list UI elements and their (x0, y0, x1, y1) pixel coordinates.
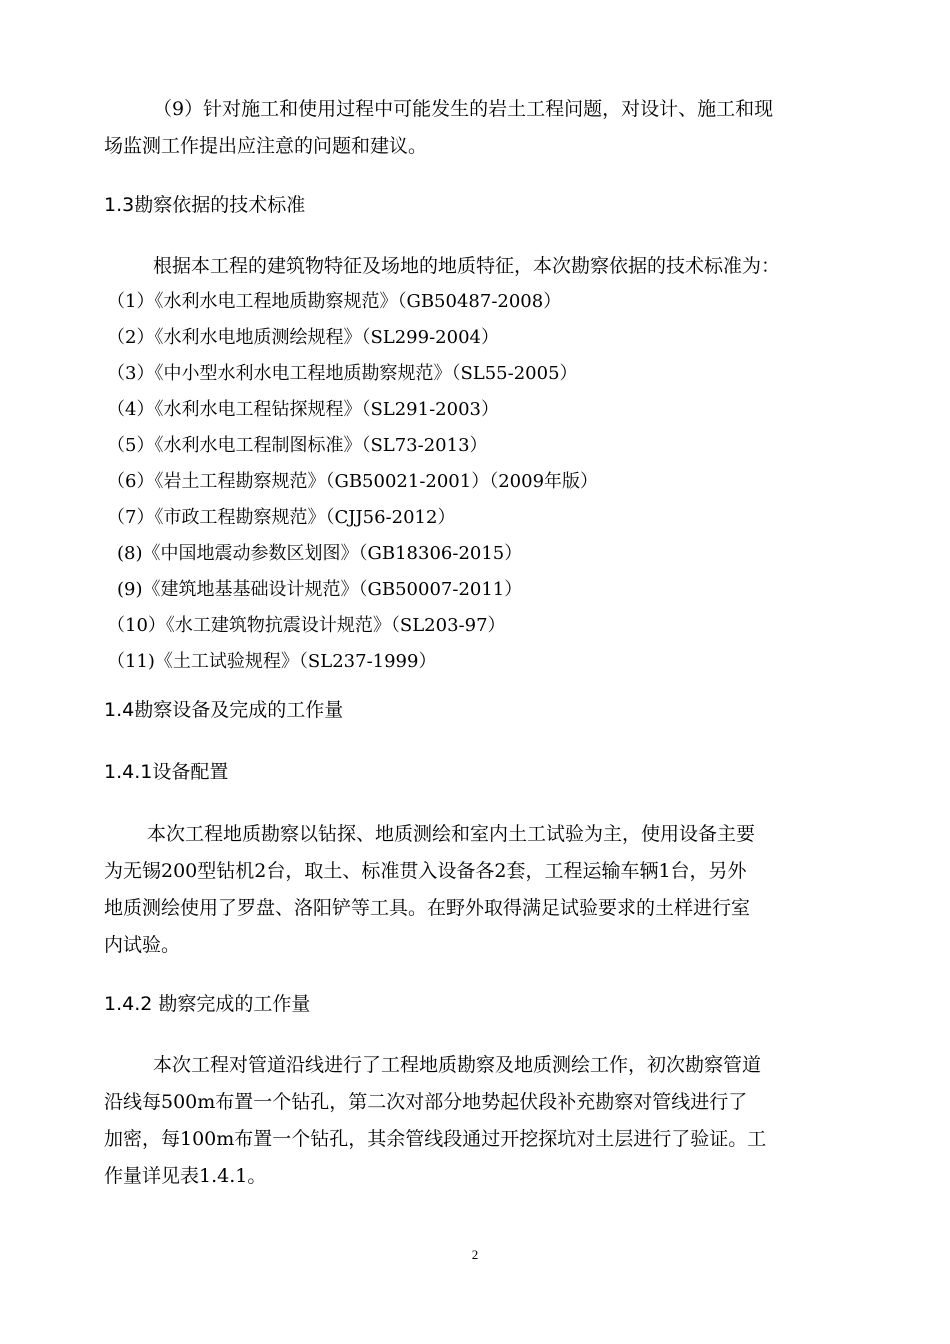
section-1-4-2-heading: 1.4.2 勘察完成的工作量 (104, 993, 311, 1015)
page-number: 2 (471, 1247, 479, 1262)
section-1-4-2-line: 加密，每100m布置一个钻孔，其余管线段通过开挖探坑对土层进行了验证。工 (104, 1128, 767, 1150)
standard-item: (8)《中国地震动参数区划图》（GB18306-2015） (117, 543, 523, 564)
section-1-4-1-line: 本次工程地质勘察以钻探、地质测绘和室内土工试验为主，使用设备主要 (147, 823, 756, 845)
standard-item: （3）《中小型水利水电工程地质勘察规范》（SL55-2005） (107, 363, 578, 384)
section-1-3-lead: 根据本工程的建筑物特征及场地的地质特征，本次勘察依据的技术标准为： (153, 255, 781, 277)
standard-item: （5）《水利水电工程制图标准》（SL73-2013） (107, 435, 488, 456)
standard-item: （11)《土工试验规程》（SL237-1999） (107, 651, 437, 672)
standard-item: （4）《水利水电工程钻探规程》（SL291-2003） (107, 399, 499, 420)
intro-line-1: （9）针对施工和使用过程中可能发生的岩土工程问题，对设计、施工和现 (153, 98, 774, 120)
standard-item: （7）《市政工程勘察规范》（CJJ56-2012） (107, 507, 456, 528)
intro-line-2: 场监测工作提出应注意的问题和建议。 (104, 135, 428, 157)
section-1-3-heading: 1.3勘察依据的技术标准 (104, 194, 306, 216)
section-1-4-2-line: 作量详见表1.4.1。 (104, 1165, 267, 1187)
section-1-4-1-line: 内试验。 (104, 934, 181, 956)
section-1-4-1-heading: 1.4.1设备配置 (104, 761, 229, 783)
standard-item: (9)《建筑地基基础设计规范》（GB50007-2011） (117, 579, 523, 600)
standard-item: （1）《水利水电工程地质勘察规范》（GB50487-2008） (107, 291, 562, 312)
standard-item: （6）《岩土工程勘察规范》（GB50021-2001）（2009年版） (107, 471, 599, 492)
section-1-4-1-line: 地质测绘使用了罗盘、洛阳铲等工具。在野外取得满足试验要求的土样进行室 (104, 897, 751, 919)
standard-item: （10）《水工建筑物抗震设计规范》（SL203-97） (107, 615, 506, 636)
section-1-4-2-line: 沿线每500m布置一个钻孔，第二次对部分地势起伏段补充勘察对管线进行了 (104, 1091, 748, 1113)
section-1-4-1-line: 为无锡200型钻机2台，取土、标准贯入设备各2套，工程运输车辆1台，另外 (104, 860, 747, 882)
section-1-4-2-line: 本次工程对管道沿线进行了工程地质勘察及地质测绘工作，初次勘察管道 (153, 1054, 762, 1076)
standard-item: （2）《水利水电地质测绘规程》（SL299-2004） (107, 327, 499, 348)
section-1-4-heading: 1.4勘察设备及完成的工作量 (104, 699, 344, 721)
